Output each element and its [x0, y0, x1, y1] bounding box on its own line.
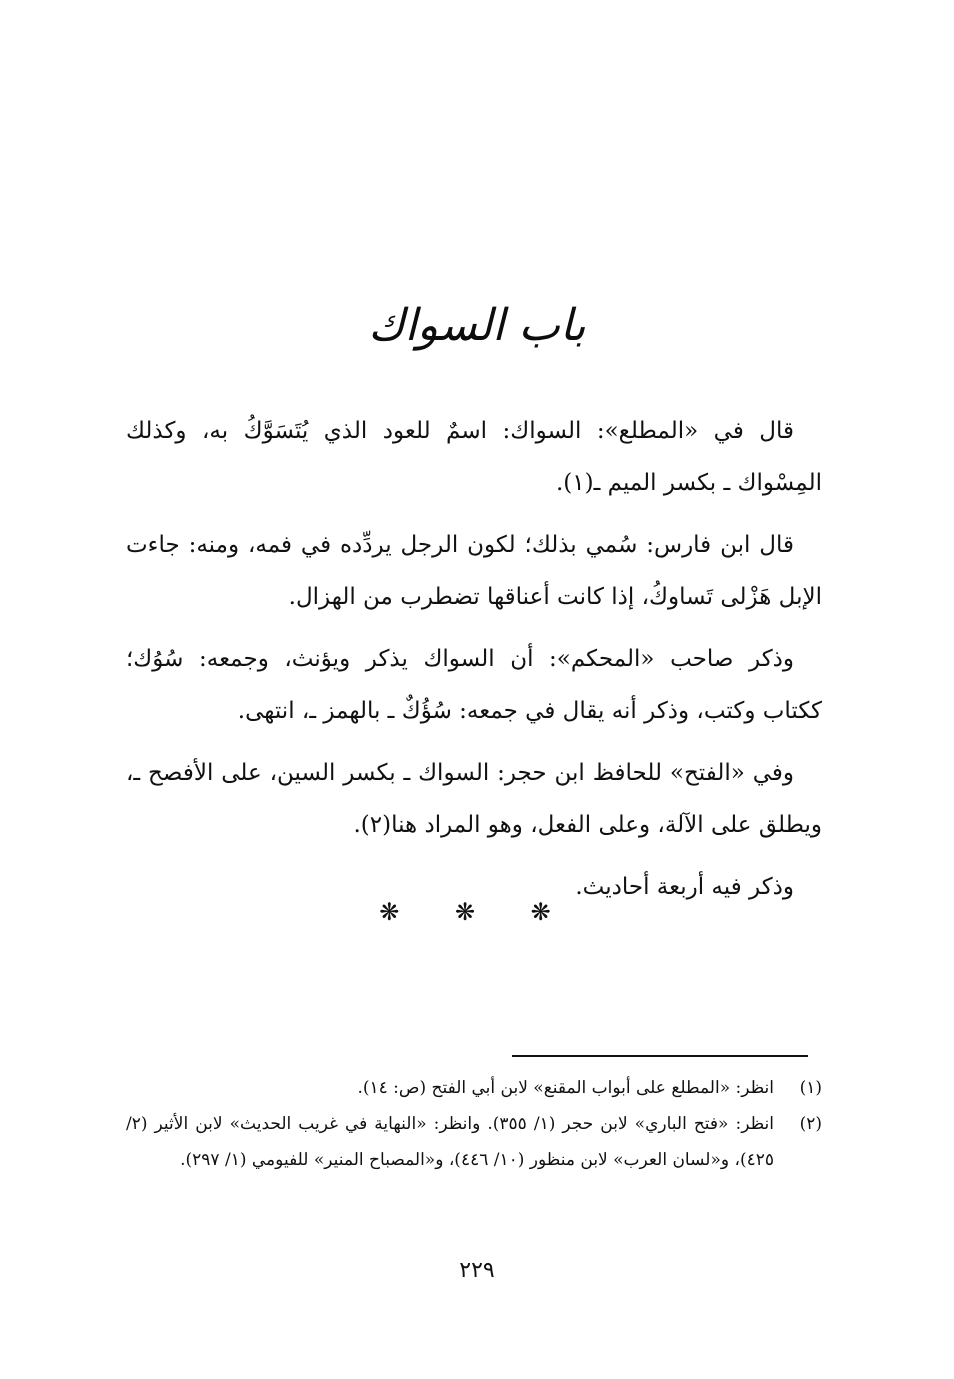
paragraph-5: وذكر فيه أربعة أحاديث.: [575, 874, 794, 900]
footnote-1: [126, 1070, 822, 1106]
page-number: ٢٢٩: [459, 1258, 495, 1283]
footnote-2: [126, 1106, 822, 1178]
paragraph-4: وفي «الفتح» للحافظ ابن حجر: السواك ـ بكسر السين، على الأفصح ـ، ويطلق على الآلة، وعلى الفعل، وهو المراد هنا(٢).: [126, 760, 822, 838]
paragraph-2: قال ابن فارس: سُمي بذلك؛ لكون الرجل يردِّده في فمه، ومنه: جاءت الإبل هَزْلى تَساوكُ، إذا كانت أعناقها تضطرب من الهزال.: [126, 532, 822, 610]
paragraph-3: وذكر صاحب «المحكم»: أن السواك يذكر ويؤنث، وجمعه: سُوُك؛ ككتاب وكتب، وذكر أنه يقال في جمعه: سُؤُكٌ ـ بالهمز ـ، انتهى.: [126, 646, 822, 724]
footnote-number: (١): [799, 1078, 822, 1098]
main-text: [126, 405, 822, 923]
section-divider: ❋ ❋ ❋: [379, 898, 575, 926]
footnote-text: انظر: «المطلع على أبواب المقنع» لابن أبي الفتح (ص: ١٤).: [357, 1078, 774, 1098]
footnote-separator: [512, 1055, 808, 1057]
footnotes: [126, 1070, 822, 1178]
paragraph-1: قال في «المطلع»: السواك: اسمٌ للعود الذي يُتَسَوَّكُ به، وكذلك المِسْواك ـ بكسر الميم ـ(١).: [126, 418, 822, 496]
chapter-title: باب السواك: [368, 300, 586, 351]
footnote-text: انظر: «فتح الباري» لابن حجر (١/ ٣٥٥). وانظر: «النهاية في غريب الحديث» لابن الأثير (٢/ ٤٢٥)، و«لسان العرب» لابن منظور (١٠/ ٤٤٦)، و«المصباح المنير» للفيومي (١/ ٢٩٧).: [126, 1114, 774, 1170]
footnote-number: (٢): [799, 1114, 822, 1134]
